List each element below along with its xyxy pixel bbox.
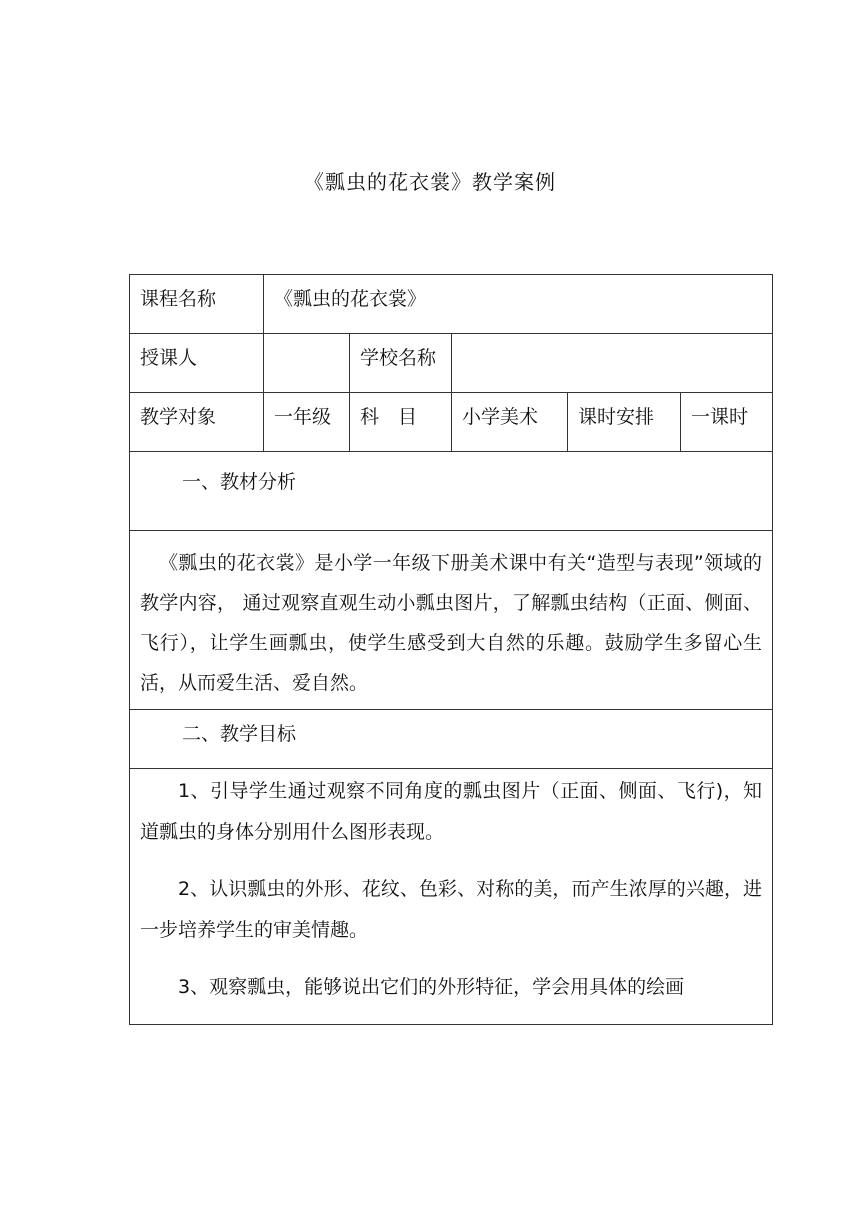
goals-cell [130, 769, 773, 1025]
school-label: 学校名称 [350, 334, 452, 393]
goal-item: 2、认识瓢虫的外形、花纹、色彩、对称的美，而产生浓厚的兴趣，进一步培养学生的审美情趣。 [140, 878, 763, 941]
subject-label: 科 目 [350, 393, 452, 452]
audience-label: 教学对象 [130, 393, 264, 452]
goal-item: 1、引导学生通过观察不同角度的瓢虫图片（正面、侧面、飞行)，知道瓢虫的身体分别用什么图形表现。 [140, 780, 763, 843]
section1-text: 《瓢虫的花衣裳》是小学一年级下册美术课中有关“造型与表现”领域的教学内容， 通过观察直观生动小瓢虫图片，了解瓢虫结构（正面、侧面、飞行），让学生画瓢虫，使学生感受到大自然的乐趣。鼓励学生多留心生活，从而爱生活、爱自然。 [130, 531, 773, 710]
course-name-label: 课程名称 [130, 275, 264, 334]
section1-text-row [130, 531, 773, 710]
teacher-value [264, 334, 350, 393]
subject-value: 小学美术 [452, 393, 568, 452]
section2-heading-row [130, 710, 773, 769]
goals-row [130, 769, 773, 1025]
lesson-plan-table [129, 274, 773, 1025]
audience-row [130, 393, 773, 452]
audience-value: 一年级 [264, 393, 350, 452]
schedule-value: 一课时 [681, 393, 773, 452]
course-name-value: 《瓢虫的花衣裳》 [264, 275, 773, 334]
document-title: 《瓢虫的花衣裳》教学案例 [304, 170, 556, 194]
course-name-row [130, 275, 773, 334]
section1-heading: 一、教材分析 [130, 452, 773, 531]
goal-item: 3、观察瓢虫，能够说出它们的外形特征，学会用具体的绘画 [178, 976, 685, 998]
school-value [452, 334, 773, 393]
teacher-row [130, 334, 773, 393]
teacher-label: 授课人 [130, 334, 264, 393]
section2-heading: 二、教学目标 [130, 710, 773, 769]
schedule-label: 课时安排 [568, 393, 681, 452]
section1-heading-row [130, 452, 773, 531]
